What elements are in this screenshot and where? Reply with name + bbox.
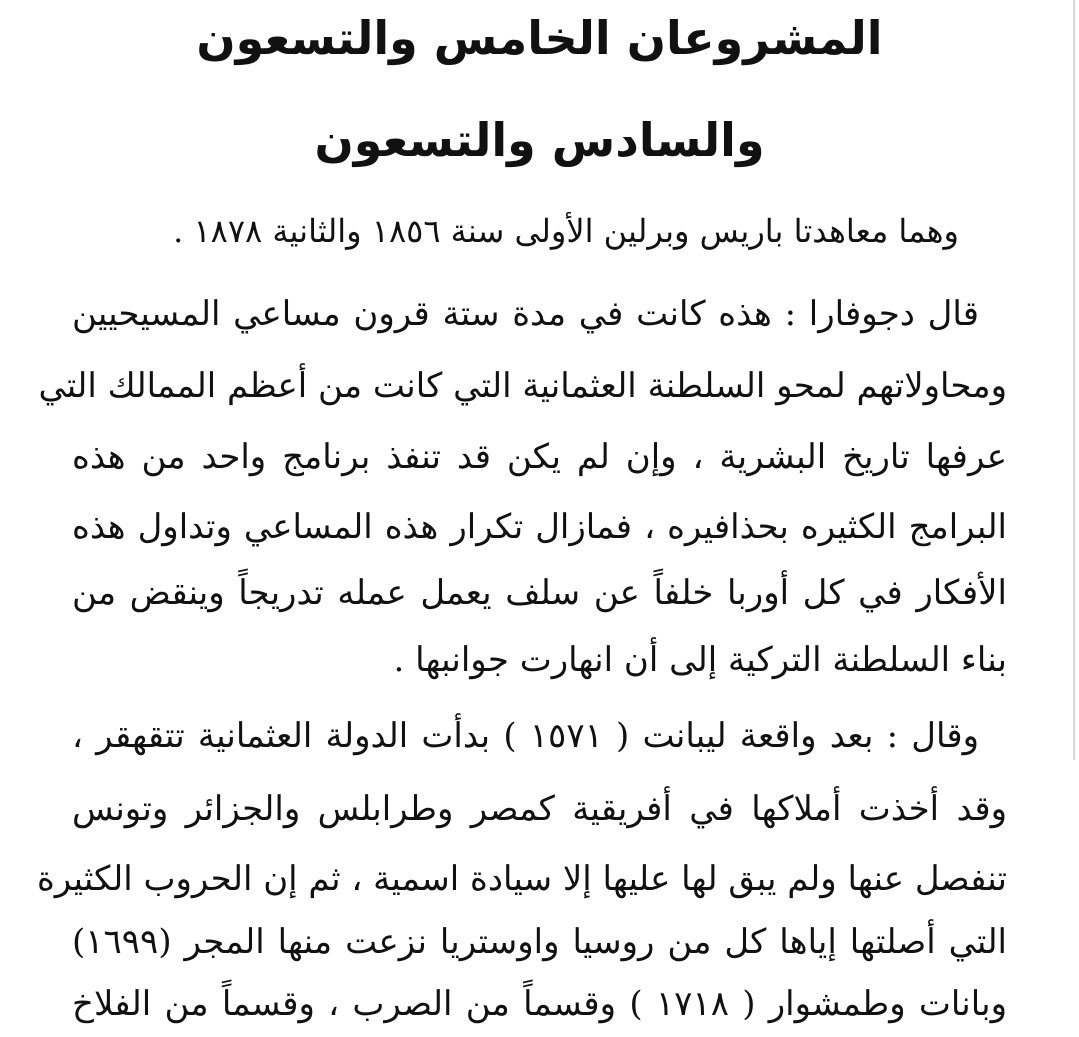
intro-sentence: وهما معاهدتا باريس وبرلين الأولى سنة ١٨٥٦ والثانية ١٨٧٨ . (173, 212, 959, 250)
paragraph-2-line: التي أصلتها إياها كل من روسيا واوستريا نزعت منها المجر (١٦٩٩) (72, 922, 1007, 962)
paragraph-2-line: وقد أخذت أملاكها في أفريقية كمصر وطرابلس والجزائر وتونس (72, 789, 1007, 829)
paragraph-1-line: ومحاولاتهم لمحو السلطنة العثمانية التي كانت من أعظم الممالك التي (38, 366, 1007, 406)
paragraph-1-line: قال دجوفارا : هذه كانت في مدة ستة قرون مساعي المسيحيين (72, 294, 979, 334)
chapter-title-line-2: والسادس والتسعون (314, 113, 765, 167)
paragraph-2-line: وبانات وطمشوار ( ١٧١٨ ) وقسماً من الصرب ، وقسماً من الفلاخ (72, 984, 1007, 1024)
paragraph-1-line: البرامج الكثيره بحذافيره ، فمازال تكرار هذه المساعي وتداول هذه (72, 507, 1007, 547)
paragraph-1-line: بناء السلطنة التركية إلى أن انهارت جوانبها . (393, 640, 1007, 680)
paragraph-2-line: تنفصل عنها ولم يبق لها عليها إلا سيادة اسمية ، ثم إن الحروب الكثيرة (36, 859, 1007, 899)
paragraph-2-line: وقال : بعد واقعة ليبانت ( ١٥٧١ ) بدأت الدولة العثمانية تتقهقر ، (72, 716, 979, 756)
paragraph-1-line: عرفها تاريخ البشرية ، وإن لم يكن قد تنفذ برنامج واحد من هذه (72, 437, 1007, 477)
chapter-title-line-1: المشروعان الخامس والتسعون (196, 11, 883, 65)
paragraph-1-line: الأفكار في كل أوربا خلفاً عن سلف يعمل عمله تدريجاً وينقض من (72, 573, 1007, 613)
